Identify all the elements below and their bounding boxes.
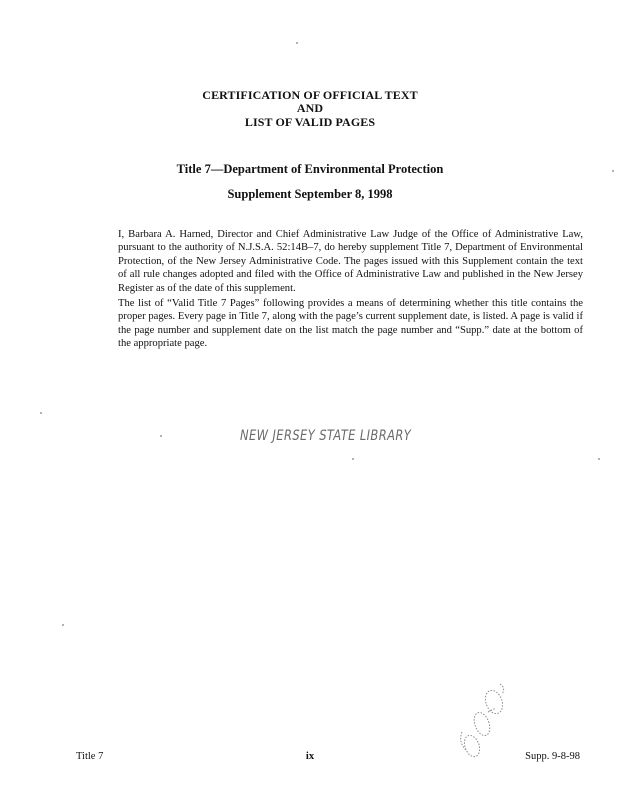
supplement-date-heading: Supplement September 8, 1998 [227, 187, 393, 201]
handwritten-mark [452, 672, 512, 762]
certification-paragraph: I, Barbara A. Harned, Director and Chief Administrative Law Judge of the Office of Administrative Law, pursuant to the authority of N.J.S.A. 52:14B–7, do hereby supplement Title 7, Department of Environmental Protection, of the New Jersey Administrative Code. The pages issued with this Supplement contain the text of all rule changes adopted and filed with the Office of Administrative Law and published in the New Jersey Register as of the date of this supplement. [118, 229, 583, 294]
valid-pages-heading: LIST OF VALID PAGES [244, 115, 376, 129]
speck [160, 435, 162, 437]
speck [598, 458, 600, 460]
speck [40, 412, 42, 414]
certification-heading: CERTIFICATION OF OFFICIAL TEXT [202, 88, 418, 102]
speck [62, 624, 64, 626]
valid-pages-paragraph: The list of “Valid Title 7 Pages” following provides a means of determining whether this title contains the proper pages. Every page in Title 7, along with the page’s current supplement date, is listed. A page is valid if the page number and supplement date on the list match the page number and “Supp.” date at the bottom of the appropriate page. [118, 298, 583, 350]
speck [352, 458, 354, 460]
library-stamp: NEW JERSEY STATE LIBRARY [240, 426, 412, 444]
footer-supplement-date: Supp. 9-8-98 [525, 751, 580, 762]
title-heading: Title 7—Department of Environmental Protection [176, 162, 444, 176]
speck [296, 42, 298, 44]
speck [612, 170, 614, 172]
page-number: ix [305, 751, 315, 762]
heading-and: AND [296, 101, 324, 115]
footer-title: Title 7 [76, 751, 104, 762]
